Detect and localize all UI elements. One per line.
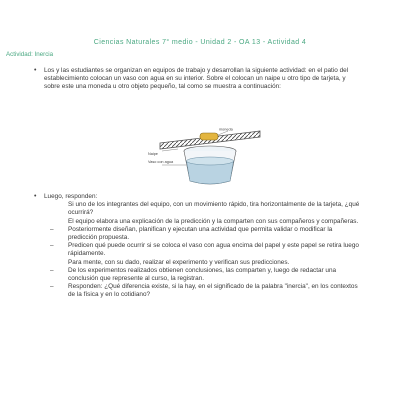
coin-shape [200,133,218,140]
list-item [44,283,362,299]
document-subheader: Actividad: Inercia [6,51,54,58]
document-header: Ciencias Naturales 7° medio - Unidad 2 - OA 13 - Actividad 4 [93,39,307,46]
coin-label: moneda [219,127,233,132]
question-heading: Luego, responden: [44,193,98,200]
dash-marker: – [50,225,54,233]
list-item-text: Responden: ¿Qué diferencia existe, si la hay, en el significado de la palabra "inercia", en los contextos de la física y en lo cotidiano? [68,283,358,299]
glass-label: Vaso con agua [148,160,174,164]
intro-bullet [34,67,362,92]
list-item-text: Predicen qué puede ocurrir si se coloca el vaso con agua encima del papel y este papel se retira luego rápidamente. [68,242,359,258]
list-item [44,242,362,258]
dash-marker: – [50,266,54,274]
card-label: Naipe [148,152,158,156]
dash-marker: – [50,283,54,291]
list-item [44,267,362,283]
list-item-text: Posteriormente diseñan, planifican y ejecutan una actividad que permita validar o modificar la predicción propuesta. [68,225,333,242]
experiment-figure [148,127,266,189]
question-line: Si uno de los integrantes del equipo, con un movimiento rápido, tira horizontalmente de la tarjeta, ¿qué ocurrirá? [68,201,360,217]
intro-paragraph: Los y las estudiantes se organizan en equipos de trabajo y desarrollan la siguiente actividad: en el patio del establecimiento colocan un vaso con agua en su interior. Sobre el colocan un naipe u otro tipo de tarjeta, y sobre este una moneda u otro objeto pequeño, tal como se muestra a continuación: [44,67,349,91]
bullet-marker: • [34,67,37,74]
bullet-marker: • [34,193,37,200]
question-bullet [34,193,362,300]
question-line: El equipo elabora una explicación de la predicción y la comparten con sus compañeros y compañeras. [68,217,359,225]
list-item-text: De los experimentos realizados obtienen conclusiones, las comparten y, luego de redactar una conclusión que represente al curso, la registran. [68,266,337,283]
continuation-line: Para mente, con su dado, realizar el experimento y verifican sus predicciones. [68,258,290,266]
list-item [44,226,362,242]
dash-marker: – [50,242,54,250]
